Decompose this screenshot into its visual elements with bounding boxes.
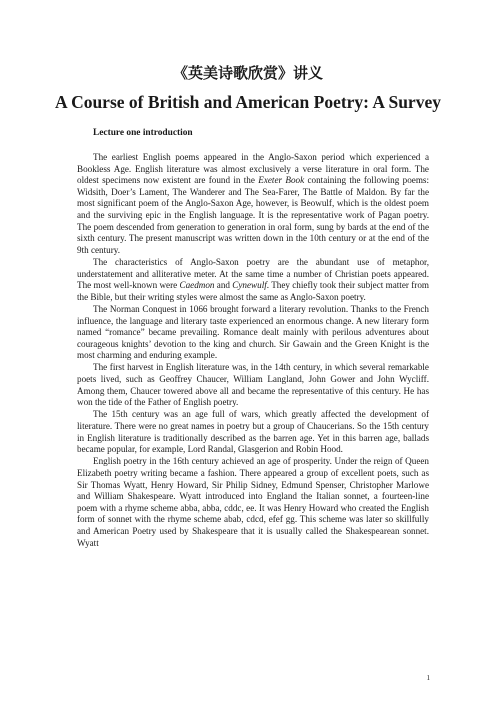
paragraph-16th-century [77,456,429,549]
chinese-title: 《英美诗歌欣赏》讲义 [172,64,323,82]
paragraph-norman-conquest [77,304,429,362]
lecture-heading: Lecture one introduction [93,128,193,138]
english-title: A Course of British and American Poetry: A Survey [55,92,441,112]
paragraph-text: and [214,280,233,291]
italic-term: Caedmon [179,280,215,291]
paragraph-text: The Norman Conquest in 1066 brought forward a literary revolution. Thanks to the French influence, the language and literary taste experienced an enormous change. A new literary form named “romance” became prevailing. Romance dealt mainly with perilous adventures about courageous knights’ devotion to the king and church. Sir Gawain and the Green Knight is the most charming and enduring example. [77,303,429,361]
paragraph-characteristics [77,257,429,303]
paragraph-text: The earliest English poems appeared in the Anglo-Saxon period which experienced a Bookless Age. English literature was almost exclusively a verse literature in oral form. The oldest specimens now existent are found in the [77,152,429,186]
document-body [77,152,429,549]
paragraph-text: . They chiefly took their subject matter from the Bible, but their writing styles were almost the same as Anglo-Saxon poetry. [77,280,429,302]
paragraph-15th-century [77,409,429,455]
page-number: 1 [426,674,430,682]
paragraph-text: The 15th century was an age full of wars, which greatly affected the development of literature. There were no great names in poetry but a group of Chaucerians. So the 15th century in English literature is traditionally described as the barren age. Yet in this barren age, ballads became popular, for example, Lord Randal, Glasgerion and Robin Hood. [77,409,429,455]
paragraph-text: containing the following poems: Widsith, Doer’s Lament, The Wanderer and The Sea-Farer, The Battle of Maldon. By far the most significant poem of the Anglo-Saxon Age, however, is Beowulf, which is the oldest poem and the surviving epic in the English language. It is the representative work of Pagan poetry. The poem descended from generation to generation in oral form, sung by bards at the end of the sixth century. The present manuscript was written down in the 10th century or at the end of the 9th century. [77,175,430,255]
paragraph-anglo-saxon [77,152,429,256]
italic-term: Cynewulf [232,280,267,291]
paragraph-text: The characteristics of Anglo-Saxon poetry are the abundant use of metaphor, understatement and alliterative meter. At the same time a number of Christian poets appeared. The most well-known were [77,256,429,291]
italic-term: Exeter Book [258,175,305,186]
paragraph-text: English poetry in the 16th century achieved an age of prosperity. Under the reign of Queen Elizabeth poetry writing became a fashion. There appeared a group of excellent poets, such as Sir Thomas Wyatt, Henry Howard, Sir Philip Sidney, Edmund Spenser, Christopher Marlowe and William Shakespeare. Wyatt introduced into England the Italian sonnet, a fourteen-line poem with a rhyme scheme abba, abba, cddc, ee. It was Henry Howard who created the English form of sonnet with the rhyme scheme abab, cdcd, efef gg. This scheme was later so skillfully and American Poetry used by Shakespeare that it is usually called the Shakespearean sonnet. Wyatt [77,456,429,548]
paragraph-14th-century [77,362,429,408]
paragraph-text: The first harvest in English literature was, in the 14th century, in which several remarkable poets lived, such as Geoffrey Chaucer, William Langland, John Gower and John Wycliff. Among them, Chaucer towered above all and became the representative of this century. He has won the tide of the Father of English poetry. [77,362,429,408]
